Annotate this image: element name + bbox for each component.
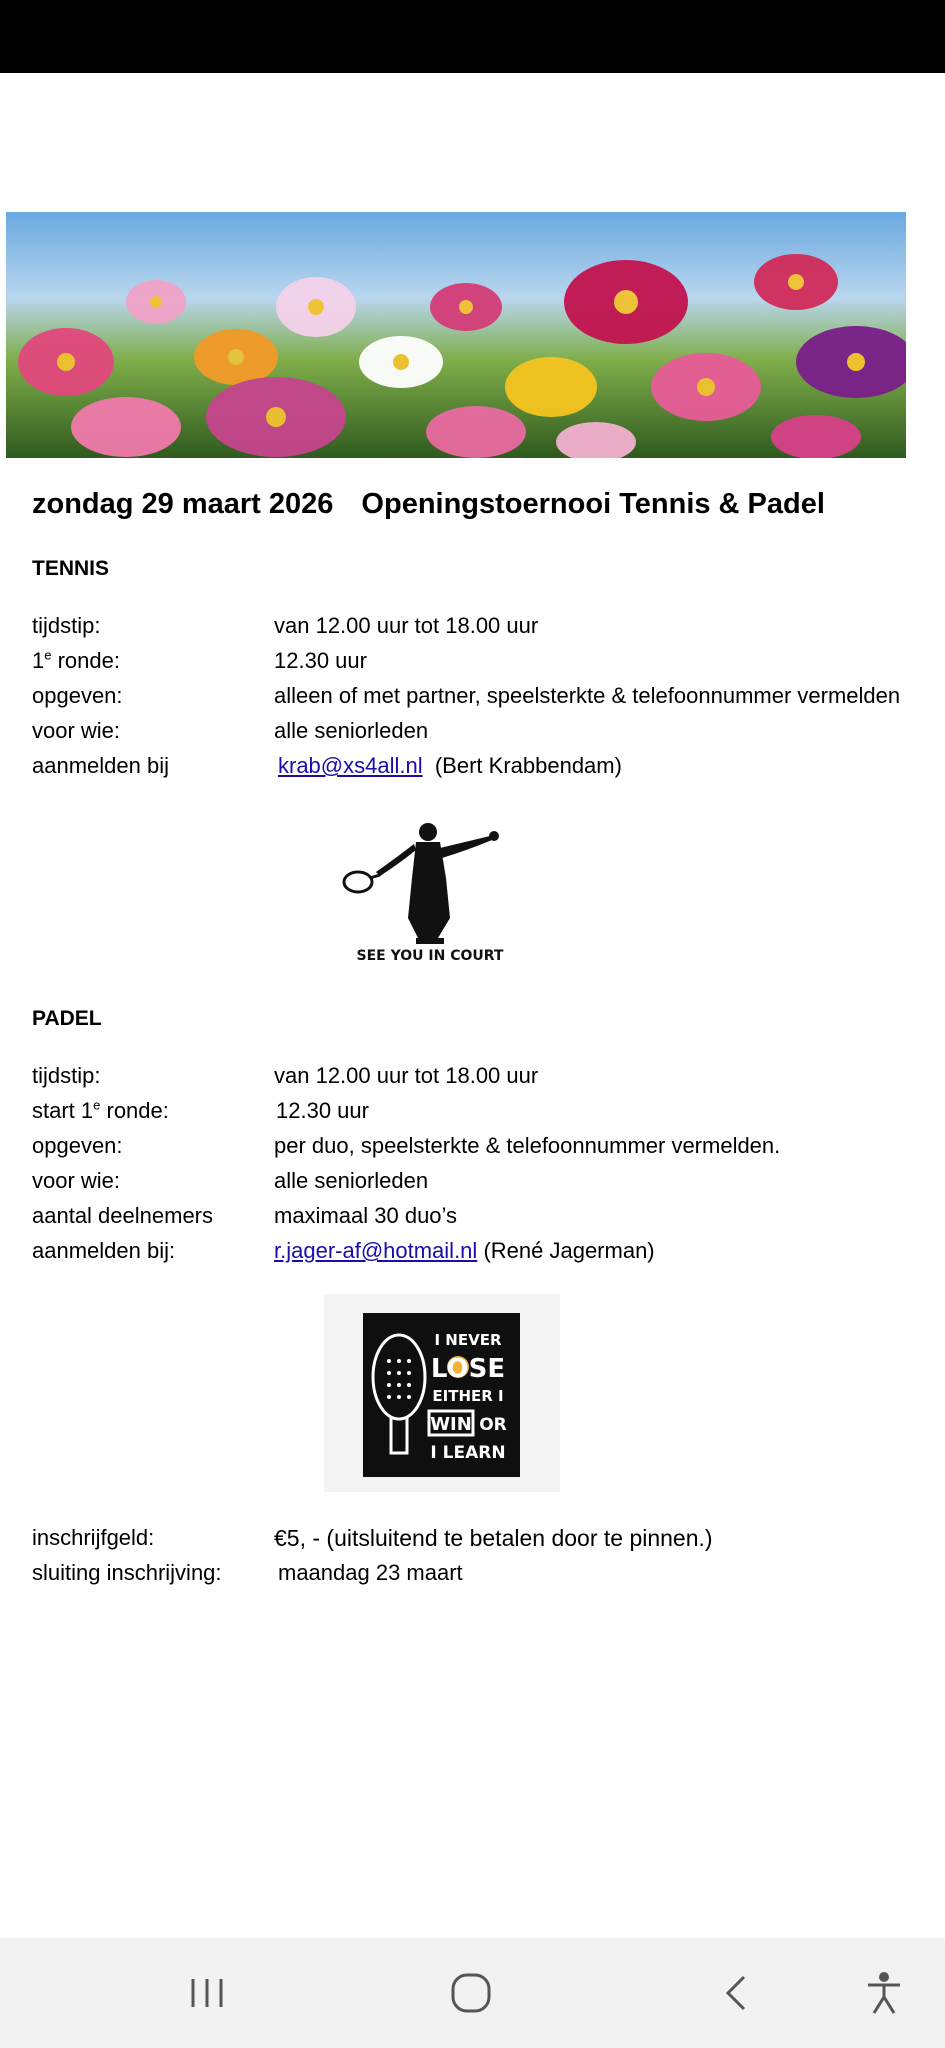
flower-banner-image	[6, 212, 906, 458]
tennis-section-title: TENNIS	[32, 557, 110, 580]
logo-line-6: I LEARN	[430, 1443, 506, 1463]
padel-section-title: PADEL	[32, 1007, 102, 1030]
row-value: alleen of met partner, speelsterkte & telefoonnummer vermelden	[274, 683, 901, 708]
logo-line-5: OR	[479, 1415, 507, 1435]
row-label: tijdstip:	[32, 613, 101, 638]
padel-email-link[interactable]: r.jager-af@hotmail.nl	[274, 1238, 478, 1263]
row-label: inschrijfgeld:	[32, 1525, 155, 1550]
padel-contact-name: (René Jagerman)	[483, 1238, 655, 1263]
closing-date-row	[32, 1556, 942, 1590]
row-value: van 12.00 uur tot 18.00 uur	[274, 613, 539, 638]
row-label: aanmelden bij	[32, 753, 169, 778]
event-title: Openingstoernooi Tennis & Padel	[361, 488, 825, 520]
logo-line-3: EITHER I	[432, 1387, 504, 1405]
row-value: alle seniorleden	[274, 718, 429, 743]
padel-row-time	[32, 1059, 942, 1093]
row-label: tijdstip:	[32, 1063, 101, 1088]
row-value	[278, 749, 622, 783]
row-label: sluiting inschrijving:	[32, 1560, 222, 1585]
row-value	[274, 1234, 655, 1268]
tennis-row-signup	[32, 679, 942, 713]
row-value: 12.30 uur	[274, 648, 367, 673]
accessibility-button[interactable]	[844, 1958, 924, 2028]
logo-line-1: I NEVER	[434, 1331, 502, 1349]
system-nav-bar	[0, 1938, 945, 2048]
back-icon	[716, 1973, 756, 2013]
tennis-row-time	[32, 609, 942, 643]
row-value: maandag 23 maart	[278, 1560, 463, 1585]
row-value: €5, - (uitsluitend te betalen door te pinnen.)	[274, 1525, 713, 1551]
row-label: voor wie:	[32, 1168, 121, 1193]
row-label: opgeven:	[32, 1133, 123, 1158]
page-heading	[32, 488, 825, 521]
home-button[interactable]	[431, 1958, 511, 2028]
row-label: 1e ronde:	[32, 647, 120, 673]
row-value: 12.30 uur	[276, 1098, 369, 1123]
row-label: opgeven:	[32, 683, 123, 708]
row-label: voor wie:	[32, 718, 121, 743]
home-icon	[449, 1971, 493, 2015]
row-value: alle seniorleden	[274, 1168, 429, 1193]
accessibility-icon	[864, 1971, 904, 2015]
logo-line-2: LOSE	[430, 1354, 506, 1384]
fee-row	[32, 1521, 942, 1555]
padel-row-audience	[32, 1164, 942, 1198]
row-value: per duo, speelsterkte & telefoonnummer vermelden.	[274, 1133, 781, 1158]
event-date: zondag 29 maart 2026	[32, 488, 334, 520]
tennis-row-register	[32, 749, 942, 783]
recent-apps-button[interactable]	[167, 1958, 247, 2028]
row-value: van 12.00 uur tot 18.00 uur	[274, 1063, 539, 1088]
see-you-in-court-logo	[330, 818, 530, 966]
logo-text: SEE YOU IN COURT	[356, 948, 504, 964]
logo-line-4: WIN	[430, 1414, 472, 1435]
row-value: maximaal 30 duo’s	[274, 1203, 458, 1228]
row-label: aantal deelnemers	[32, 1203, 214, 1228]
padel-row-register	[32, 1234, 942, 1268]
tennis-row-audience	[32, 714, 942, 748]
padel-row-participants	[32, 1199, 942, 1233]
row-label: start 1e ronde:	[32, 1097, 169, 1123]
padel-row-signup	[32, 1129, 942, 1163]
padel-quote-logo	[324, 1294, 560, 1492]
back-button[interactable]	[696, 1958, 776, 2028]
tennis-row-round	[32, 644, 942, 678]
padel-row-round	[32, 1094, 942, 1128]
row-label: aanmelden bij:	[32, 1238, 176, 1263]
tennis-email-link[interactable]: krab@xs4all.nl	[278, 753, 423, 778]
recent-apps-icon	[187, 1973, 227, 2013]
tennis-contact-name: (Bert Krabbendam)	[434, 753, 622, 778]
status-bar	[0, 0, 945, 73]
